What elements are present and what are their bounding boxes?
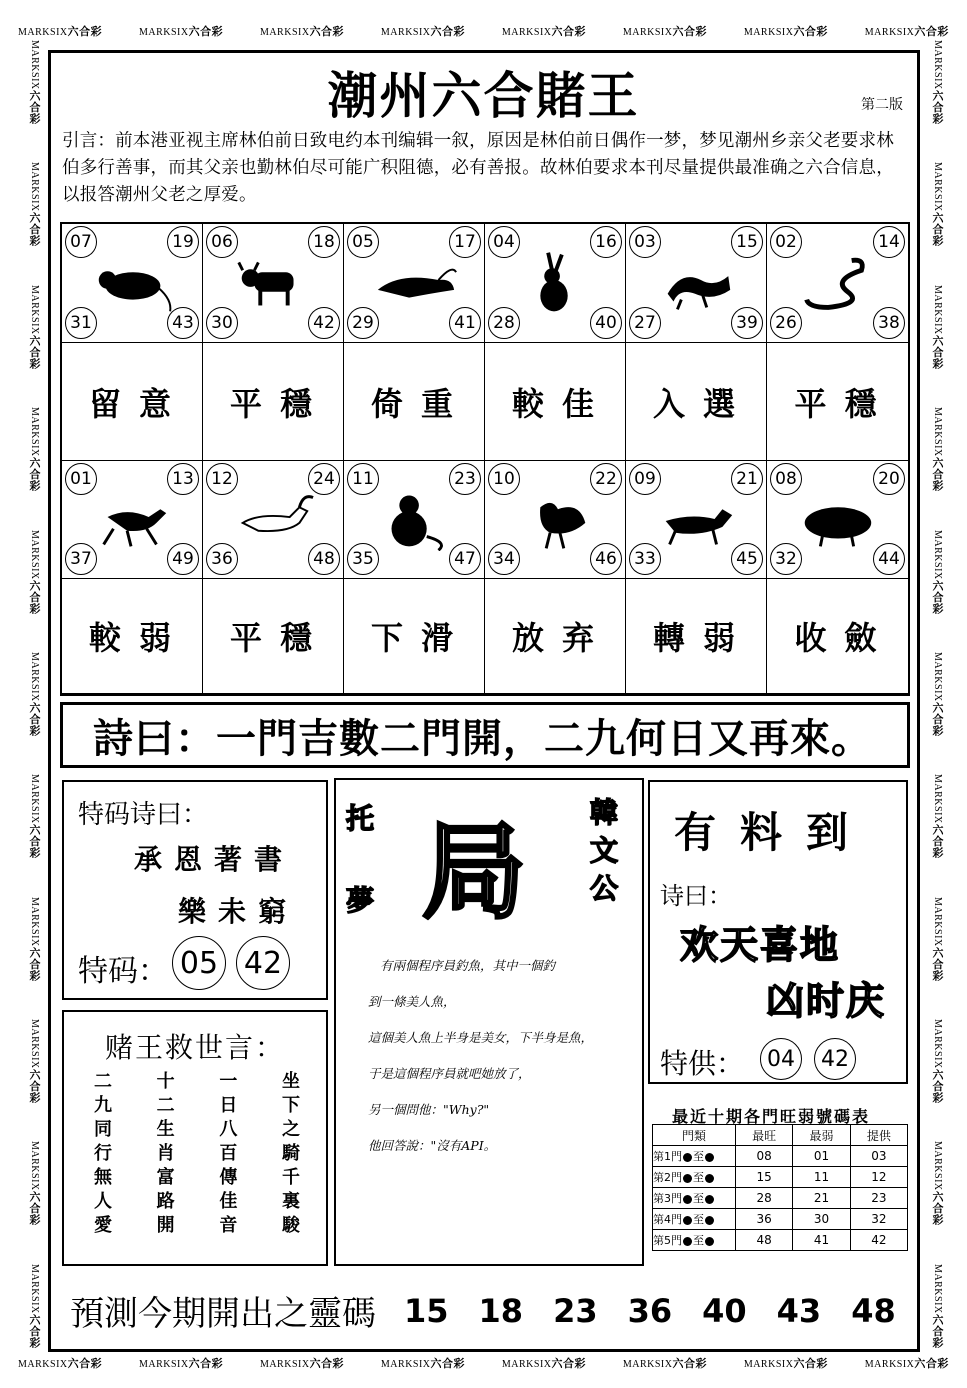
dream-left-text xyxy=(346,800,380,920)
zodiac-number: 45 xyxy=(731,543,763,575)
watermark-item: MARKSIX六合彩 xyxy=(138,25,224,38)
right-info-box xyxy=(648,780,908,1084)
saying-char: 音 xyxy=(219,1215,238,1236)
zodiac-number: 46 xyxy=(590,543,622,575)
zodiac-rating: 入選 xyxy=(626,343,767,461)
lucky-number: 18 xyxy=(478,1291,524,1330)
zodiac-number: 47 xyxy=(449,543,481,575)
zodiac-number: 05 xyxy=(347,226,379,258)
stats-cell: 23 xyxy=(850,1188,907,1209)
special-supply-1: 04 xyxy=(760,1038,802,1080)
right-box-heading: 有料到 xyxy=(674,808,873,857)
zodiac-number: 11 xyxy=(347,463,379,495)
watermark-item: MARKSIX六合彩 xyxy=(931,284,944,369)
zodiac-cell xyxy=(62,224,203,343)
saying-char: 八 xyxy=(219,1119,238,1140)
saying-char: 坐 xyxy=(281,1071,300,1092)
saying-char: 佳 xyxy=(219,1191,238,1212)
saying-char: 千 xyxy=(281,1167,300,1188)
stats-header: 最旺 xyxy=(736,1125,793,1146)
saying-char: 行 xyxy=(94,1143,112,1164)
watermark-item: MARKSIX六合彩 xyxy=(931,896,944,981)
rooster-icon xyxy=(511,487,599,551)
watermark-item: MARKSIX六合彩 xyxy=(28,896,41,981)
zodiac-number: 30 xyxy=(206,307,238,339)
watermark-item: MARKSIX六合彩 xyxy=(931,407,944,492)
zodiac-rating: 放弃 xyxy=(485,579,626,694)
dream-right-char: 公 xyxy=(590,872,619,905)
watermark-item: MARKSIX六合彩 xyxy=(622,1357,707,1370)
zodiac-cell xyxy=(626,224,767,343)
lucky-number: 36 xyxy=(627,1291,673,1330)
special-code-label: 特码： xyxy=(78,954,168,989)
intro-text: 引言：前本港亚视主席林伯前日致电约本刊编辑一叙，原因是林伯前日偶作一梦，梦见潮州乡亲父老要求林伯多行善事，而其父亲也勤林伯尽可能广积阻德，必有善报。故林伯要求本刊尽量提供最准确之六合信息，以报答潮州父老之厚爱。 xyxy=(62,131,894,205)
watermark-item: MARKSIX六合彩 xyxy=(28,1019,41,1104)
stats-row xyxy=(653,1209,908,1230)
dream-right-char: 韓 xyxy=(590,796,619,829)
zodiac-cell xyxy=(344,461,485,579)
dream-big-char: 局 xyxy=(422,811,527,933)
zodiac-number: 18 xyxy=(308,226,340,258)
ball-icon xyxy=(705,1153,714,1162)
right-poem-label: 诗曰： xyxy=(660,882,732,910)
watermark-item: MARKSIX六合彩 xyxy=(28,162,41,247)
zodiac-number: 19 xyxy=(167,226,199,258)
zodiac-rating: 平穩 xyxy=(767,343,908,461)
stats-door-cell: 第4門 至 xyxy=(653,1209,736,1230)
zodiac-rating: 較弱 xyxy=(62,579,203,694)
joke-line: 到一條美人魚， xyxy=(368,994,456,1009)
stats-door-cell: 第3門 至 xyxy=(653,1188,736,1209)
zodiac-number: 24 xyxy=(308,463,340,495)
page-title: 潮州六合賭王 xyxy=(327,66,640,125)
saying-char: 愛 xyxy=(94,1215,112,1236)
zodiac-number: 32 xyxy=(770,543,802,575)
zodiac-cell xyxy=(344,224,485,343)
watermark-item: MARKSIX六合彩 xyxy=(931,1263,944,1348)
zodiac-number: 48 xyxy=(308,543,340,575)
saying-column xyxy=(219,1070,237,1238)
zodiac-cell xyxy=(767,461,908,579)
watermark-left xyxy=(24,40,44,1348)
zodiac-cell xyxy=(203,461,344,579)
stats-cell: 48 xyxy=(736,1230,793,1251)
zodiac-number: 06 xyxy=(206,226,238,258)
zodiac-number: 41 xyxy=(449,307,481,339)
zodiac-number: 10 xyxy=(488,463,520,495)
zodiac-number: 01 xyxy=(65,463,97,495)
saying-char: 九 xyxy=(94,1095,112,1116)
saying-char: 一 xyxy=(219,1071,238,1092)
zodiac-rating: 留意 xyxy=(62,343,203,461)
saying-char: 二 xyxy=(156,1095,175,1116)
right-poem-line1: 欢天喜地 xyxy=(680,923,841,967)
saying-column xyxy=(94,1070,112,1238)
dream-right-char: 文 xyxy=(590,834,619,867)
lucky-number: 40 xyxy=(702,1291,747,1330)
zodiac-number: 36 xyxy=(206,543,238,575)
dog-icon xyxy=(652,487,740,551)
watermark-item: MARKSIX六合彩 xyxy=(28,1141,41,1226)
zodiac-cell xyxy=(626,461,767,579)
saying-char: 無 xyxy=(94,1167,112,1188)
stats-door-cell: 第2門 至 xyxy=(653,1167,736,1188)
zodiac-number: 28 xyxy=(488,307,520,339)
zodiac-number: 08 xyxy=(770,463,802,495)
snake-icon xyxy=(793,250,881,314)
watermark-item: MARKSIX六合彩 xyxy=(28,774,41,859)
stats-header: 門類 xyxy=(653,1125,736,1146)
ball-icon xyxy=(683,1216,692,1225)
saying-char: 傳 xyxy=(219,1167,238,1188)
zodiac-number: 26 xyxy=(770,307,802,339)
watermark-item: MARKSIX六合彩 xyxy=(28,284,41,369)
watermark-item: MARKSIX六合彩 xyxy=(931,1019,944,1104)
saying-columns xyxy=(94,1070,300,1238)
ball-icon xyxy=(705,1216,714,1225)
zodiac-rating: 倚重 xyxy=(344,343,485,461)
footer xyxy=(70,1286,896,1335)
stats-row xyxy=(653,1167,908,1188)
zodiac-rating: 轉弱 xyxy=(626,579,767,694)
zodiac-number: 21 xyxy=(731,463,763,495)
stats-table xyxy=(652,1124,908,1251)
dream-right-text xyxy=(590,794,624,908)
saying-box xyxy=(62,1010,328,1266)
zodiac-grid xyxy=(60,222,910,696)
watermark-item: MARKSIX六合彩 xyxy=(622,25,707,38)
stats-cell: 30 xyxy=(793,1209,850,1230)
ball-icon xyxy=(705,1195,714,1204)
zodiac-number: 14 xyxy=(873,226,905,258)
stats-cell: 03 xyxy=(850,1146,907,1167)
watermark-item: MARKSIX六合彩 xyxy=(501,25,586,38)
zodiac-number: 15 xyxy=(731,226,763,258)
zodiac-cell xyxy=(485,224,626,343)
joke-line: 于是這個程序員就吧她放了， xyxy=(368,1066,531,1081)
watermark-item: MARKSIX六合彩 xyxy=(18,25,103,38)
lucky-number: 23 xyxy=(553,1291,598,1330)
ball-icon xyxy=(705,1237,714,1246)
stats-row xyxy=(653,1230,908,1251)
zodiac-number: 16 xyxy=(590,226,622,258)
monkey-icon xyxy=(370,487,458,551)
zodiac-number: 29 xyxy=(347,307,379,339)
stats-row xyxy=(653,1146,908,1167)
horse-icon xyxy=(88,487,176,551)
watermark-right xyxy=(927,40,947,1348)
stats-door-cell: 第5門 至 xyxy=(653,1230,736,1251)
zodiac-rating: 平穩 xyxy=(203,579,344,694)
stats-cell: 21 xyxy=(793,1188,850,1209)
zodiac-rating: 收斂 xyxy=(767,579,908,694)
special-code-2: 42 xyxy=(236,936,290,990)
zodiac-number: 12 xyxy=(206,463,238,495)
footer-label: 預測今期開出之靈碼 xyxy=(70,1294,376,1334)
stats-cell: 01 xyxy=(793,1146,850,1167)
saying-column xyxy=(282,1070,300,1238)
joke-line: 這個美人魚上半身是美女，下半身是魚， xyxy=(368,1030,594,1045)
joke-line: 另一個問他："Why?" xyxy=(368,1102,490,1117)
zodiac-number: 17 xyxy=(449,226,481,258)
watermark-item: MARKSIX六合彩 xyxy=(28,1263,41,1348)
zodiac-number: 22 xyxy=(590,463,622,495)
saying-char: 肖 xyxy=(156,1143,175,1164)
saying-char: 之 xyxy=(281,1119,300,1140)
zodiac-number: 02 xyxy=(770,226,802,258)
joke-text xyxy=(354,948,654,1164)
special-poem-line1: 承恩著書 xyxy=(134,843,295,876)
ball-icon xyxy=(683,1237,692,1246)
watermark-item: MARKSIX六合彩 xyxy=(28,651,41,736)
watermark-item: MARKSIX六合彩 xyxy=(380,25,466,38)
saying-char: 裏 xyxy=(281,1191,300,1212)
edition-label: 第二版 xyxy=(861,97,903,113)
saying-title: 赌王救世言： xyxy=(104,1031,285,1064)
lucky-number: 48 xyxy=(851,1291,896,1330)
watermark-item: MARKSIX六合彩 xyxy=(931,651,944,736)
stats-cell: 36 xyxy=(736,1209,793,1230)
watermark-item: MARKSIX六合彩 xyxy=(28,529,41,614)
zodiac-rating: 下滑 xyxy=(344,579,485,694)
zodiac-number: 35 xyxy=(347,543,379,575)
watermark-item: MARKSIX六合彩 xyxy=(501,1357,586,1370)
zodiac-number: 23 xyxy=(449,463,481,495)
zodiac-number: 09 xyxy=(629,463,661,495)
stats-cell: 32 xyxy=(850,1209,907,1230)
zodiac-rating: 較佳 xyxy=(485,343,626,461)
saying-char: 十 xyxy=(156,1071,175,1092)
saying-char: 下 xyxy=(281,1095,300,1116)
stats-table-title: 最近十期各門旺弱號碼表 xyxy=(672,1107,871,1126)
zodiac-number: 38 xyxy=(873,307,905,339)
watermark-item: MARKSIX六合彩 xyxy=(28,407,41,492)
zodiac-number: 49 xyxy=(167,543,199,575)
special-poem-line2: 樂未窮 xyxy=(178,895,299,928)
watermark-item: MARKSIX六合彩 xyxy=(28,40,41,125)
rat-icon xyxy=(88,250,176,314)
saying-char: 駿 xyxy=(281,1215,300,1236)
saying-char: 騎 xyxy=(281,1143,300,1164)
pig-icon xyxy=(793,487,881,551)
zodiac-number: 42 xyxy=(308,307,340,339)
stats-cell: 08 xyxy=(736,1146,793,1167)
goat-icon xyxy=(229,487,317,551)
joke-line: 他回答說："沒有API。 xyxy=(368,1138,497,1153)
saying-column xyxy=(157,1070,175,1238)
zodiac-cell xyxy=(203,224,344,343)
saying-char: 日 xyxy=(219,1095,238,1116)
poem-bar: 詩曰：一門吉數二門開，二九何日又再來。 xyxy=(60,702,910,768)
dragon-icon xyxy=(652,250,740,314)
zodiac-cell xyxy=(767,224,908,343)
zodiac-number: 33 xyxy=(629,543,661,575)
saying-char: 二 xyxy=(94,1071,112,1092)
zodiac-number: 20 xyxy=(873,463,905,495)
stats-cell: 42 xyxy=(850,1230,907,1251)
zodiac-number: 43 xyxy=(167,307,199,339)
watermark-item: MARKSIX六合彩 xyxy=(259,1357,345,1370)
watermark-item: MARKSIX六合彩 xyxy=(743,1357,828,1370)
special-supply-label: 特供： xyxy=(660,1047,745,1080)
stats-cell: 12 xyxy=(850,1167,907,1188)
stats-cell: 11 xyxy=(793,1167,850,1188)
saying-char: 生 xyxy=(156,1119,175,1140)
saying-char: 開 xyxy=(156,1215,175,1236)
watermark-item: MARKSIX六合彩 xyxy=(138,1357,224,1370)
watermark-item: MARKSIX六合彩 xyxy=(931,529,944,614)
zodiac-number: 13 xyxy=(167,463,199,495)
dream-left-char-2: 夢 xyxy=(346,884,375,917)
zodiac-number: 03 xyxy=(629,226,661,258)
watermark-item: MARKSIX六合彩 xyxy=(18,1357,103,1370)
watermark-item: MARKSIX六合彩 xyxy=(931,774,944,859)
stats-cell: 41 xyxy=(793,1230,850,1251)
saying-char: 百 xyxy=(219,1143,238,1164)
ball-icon xyxy=(683,1174,692,1183)
watermark-item: MARKSIX六合彩 xyxy=(864,25,949,38)
zodiac-number: 07 xyxy=(65,226,97,258)
joke-line: 有兩個程序員釣魚，其中一個釣 xyxy=(380,958,556,973)
watermark-item: MARKSIX六合彩 xyxy=(931,1141,944,1226)
special-code-1: 05 xyxy=(172,936,226,990)
watermark-item: MARKSIX六合彩 xyxy=(864,1357,949,1370)
stats-row xyxy=(653,1188,908,1209)
stats-cell: 15 xyxy=(736,1167,793,1188)
zodiac-cell xyxy=(485,461,626,579)
zodiac-number: 37 xyxy=(65,543,97,575)
watermark-item: MARKSIX六合彩 xyxy=(931,162,944,247)
tiger-icon xyxy=(370,250,458,314)
stats-header: 最弱 xyxy=(793,1125,850,1146)
lucky-number: 43 xyxy=(776,1291,822,1330)
watermark-item: MARKSIX六合彩 xyxy=(259,25,345,38)
watermark-item: MARKSIX六合彩 xyxy=(931,40,944,125)
stats-cell: 28 xyxy=(736,1188,793,1209)
watermark-item: MARKSIX六合彩 xyxy=(380,1357,466,1370)
special-poem-title: 特码诗曰： xyxy=(78,800,209,830)
zodiac-number: 34 xyxy=(488,543,520,575)
watermark-top xyxy=(18,18,949,44)
saying-char: 同 xyxy=(94,1119,112,1140)
watermark-bottom xyxy=(18,1350,949,1376)
saying-char: 人 xyxy=(94,1191,112,1212)
zodiac-number: 39 xyxy=(731,307,763,339)
zodiac-number: 31 xyxy=(65,307,97,339)
ox-icon xyxy=(229,250,317,314)
zodiac-number: 04 xyxy=(488,226,520,258)
ball-icon xyxy=(683,1153,692,1162)
zodiac-number: 44 xyxy=(873,543,905,575)
stats-header: 提供 xyxy=(850,1125,907,1146)
saying-char: 富 xyxy=(156,1167,175,1188)
saying-char: 路 xyxy=(156,1191,175,1212)
dream-box xyxy=(334,778,644,1266)
footer-numbers xyxy=(404,1292,896,1330)
ball-icon xyxy=(683,1195,692,1204)
right-poem-line2: 凶时庆 xyxy=(766,979,887,1023)
zodiac-number: 40 xyxy=(590,307,622,339)
dream-left-char-1: 托 xyxy=(346,802,375,835)
watermark-item: MARKSIX六合彩 xyxy=(743,25,828,38)
special-poem-box xyxy=(62,780,328,1000)
zodiac-number: 27 xyxy=(629,307,661,339)
rabbit-icon xyxy=(511,250,599,314)
ball-icon xyxy=(705,1174,714,1183)
zodiac-rating: 平穩 xyxy=(203,343,344,461)
zodiac-cell xyxy=(62,461,203,579)
stats-door-cell: 第1門 至 xyxy=(653,1146,736,1167)
lucky-number: 15 xyxy=(404,1291,449,1330)
special-supply-2: 42 xyxy=(814,1038,856,1080)
